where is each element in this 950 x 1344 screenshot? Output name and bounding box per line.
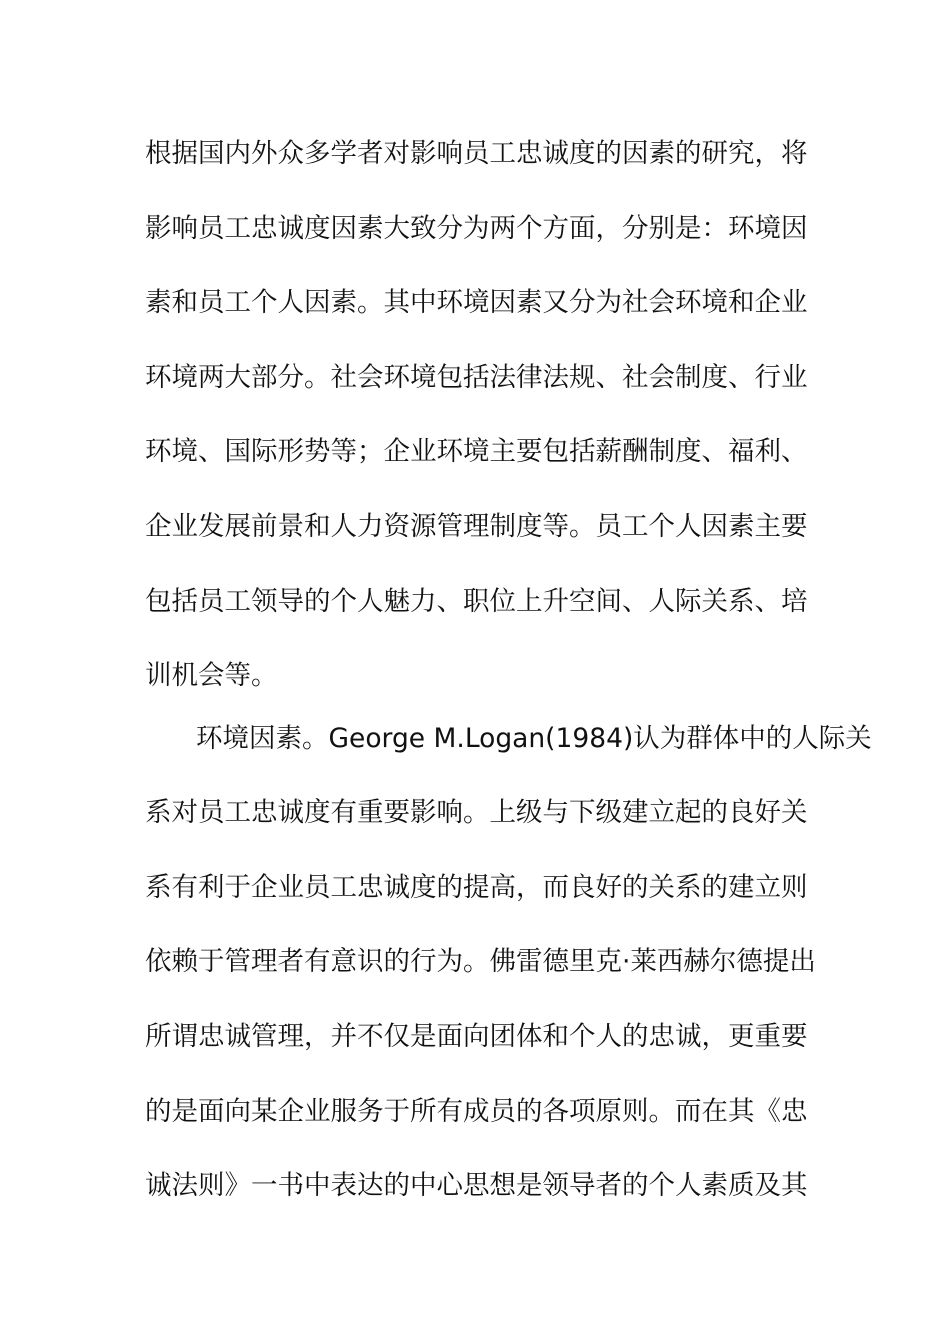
paragraph-line: 根据国内外众多学者对影响员工忠诚度的因素的研究，将 <box>145 138 808 169</box>
paragraph-line: 所谓忠诚管理，并不仅是面向团体和个人的忠诚，更重要 <box>145 1021 808 1052</box>
paragraph-line: 环境因素。George M.Logan(1984)认为群体中的人际关 <box>196 723 872 754</box>
paragraph-line: 影响员工忠诚度因素大致分为两个方面，分别是：环境因 <box>145 213 808 244</box>
paragraph-line: 训机会等。 <box>145 660 278 691</box>
paragraph-line: 依赖于管理者有意识的行为。佛雷德里克·莱西赫尔德提出 <box>145 946 816 977</box>
paragraph-line: 环境两大部分。社会环境包括法律法规、社会制度、行业 <box>145 362 808 393</box>
paragraph-line: 系对员工忠诚度有重要影响。上级与下级建立起的良好关 <box>145 797 808 828</box>
paragraph-line: 企业发展前景和人力资源管理制度等。员工个人因素主要 <box>145 511 808 542</box>
paragraph-line: 包括员工领导的个人魅力、职位上升空间、人际关系、培 <box>145 586 808 617</box>
paragraph-line: 素和员工个人因素。其中环境因素又分为社会环境和企业 <box>145 287 808 318</box>
paragraph-line: 系有利于企业员工忠诚度的提高，而良好的关系的建立则 <box>145 872 808 903</box>
paragraph-line: 的是面向某企业服务于所有成员的各项原则。而在其《忠 <box>145 1096 808 1127</box>
paragraph-line: 诚法则》一书中表达的中心思想是领导者的个人素质及其 <box>145 1170 808 1201</box>
paragraph-line: 环境、国际形势等；企业环境主要包括薪酬制度、福利、 <box>145 436 808 467</box>
